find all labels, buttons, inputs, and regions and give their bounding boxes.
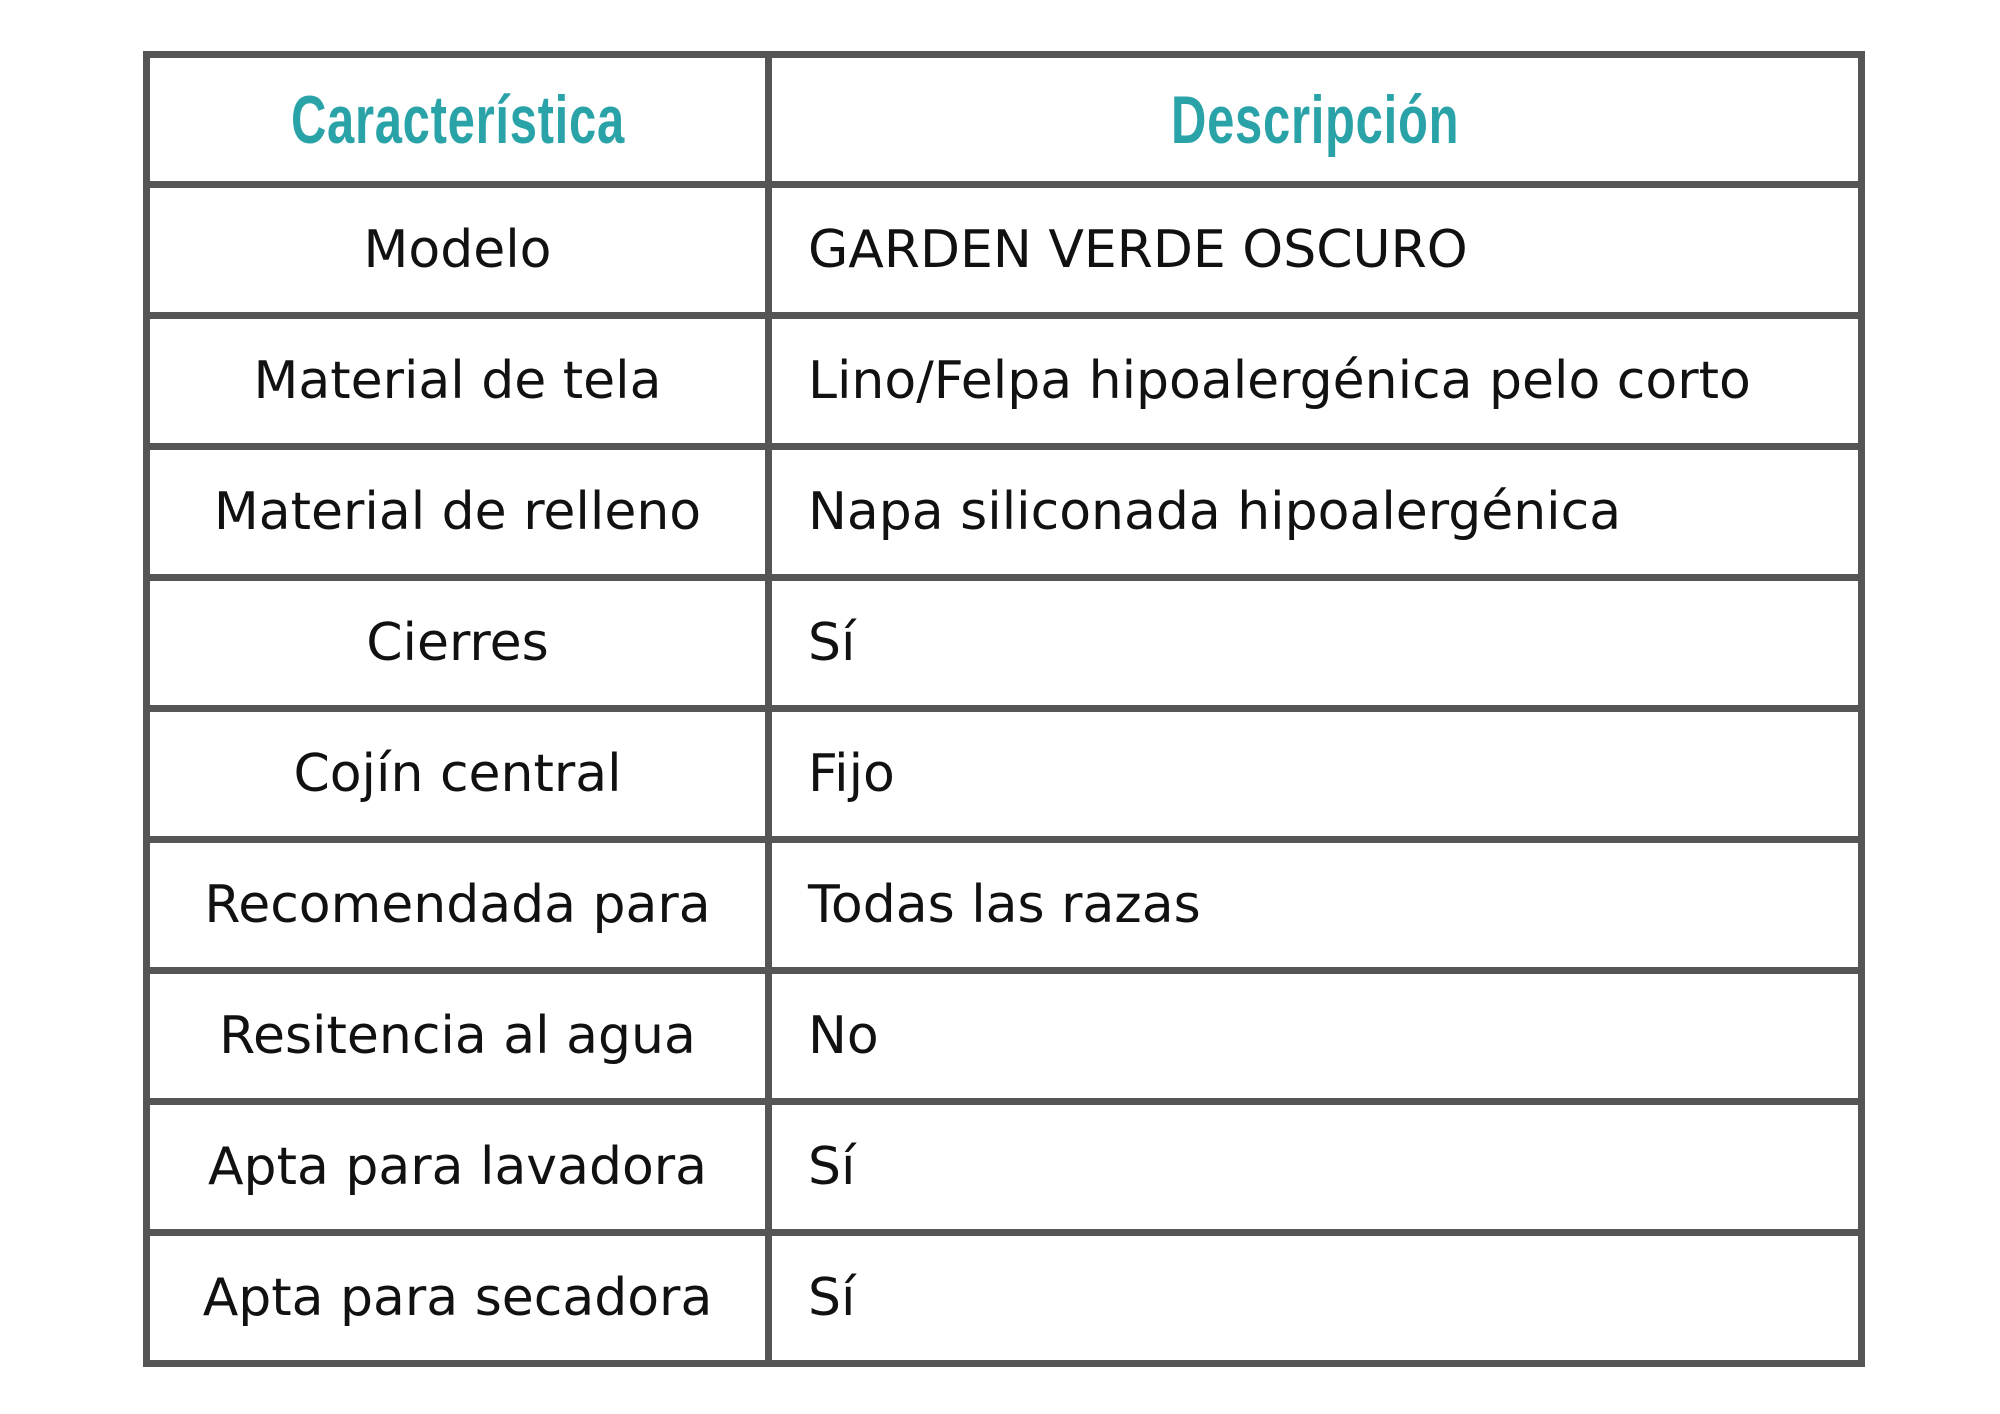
- description-cell: Sí: [769, 1102, 1862, 1233]
- description-cell: Lino/Felpa hipoalergénica pelo corto: [769, 316, 1862, 447]
- description-cell: Todas las razas: [769, 840, 1862, 971]
- feature-cell: Apta para lavadora: [147, 1102, 769, 1233]
- feature-cell: Recomendada para: [147, 840, 769, 971]
- table-row: [147, 840, 1862, 971]
- table-row: [147, 1102, 1862, 1233]
- feature-cell: Modelo: [147, 185, 769, 316]
- description-cell: GARDEN VERDE OSCURO: [769, 185, 1862, 316]
- description-cell: No: [769, 971, 1862, 1102]
- feature-cell: Cojín central: [147, 709, 769, 840]
- table-row: [147, 447, 1862, 578]
- header-descripcion: Descripción: [769, 55, 1862, 185]
- spec-table: [143, 51, 1865, 1367]
- feature-cell: Apta para secadora: [147, 1233, 769, 1364]
- description-cell: Sí: [769, 1233, 1862, 1364]
- table-header-row: [147, 55, 1862, 185]
- table-row: [147, 316, 1862, 447]
- table-row: [147, 185, 1862, 316]
- table-row: [147, 1233, 1862, 1364]
- table-row: [147, 971, 1862, 1102]
- feature-cell: Cierres: [147, 578, 769, 709]
- feature-cell: Material de tela: [147, 316, 769, 447]
- table-row: [147, 578, 1862, 709]
- header-caracteristica: Característica: [147, 55, 769, 185]
- feature-cell: Resitencia al agua: [147, 971, 769, 1102]
- description-cell: Napa siliconada hipoalergénica: [769, 447, 1862, 578]
- description-cell: Fijo: [769, 709, 1862, 840]
- description-cell: Sí: [769, 578, 1862, 709]
- feature-cell: Material de relleno: [147, 447, 769, 578]
- table-row: [147, 709, 1862, 840]
